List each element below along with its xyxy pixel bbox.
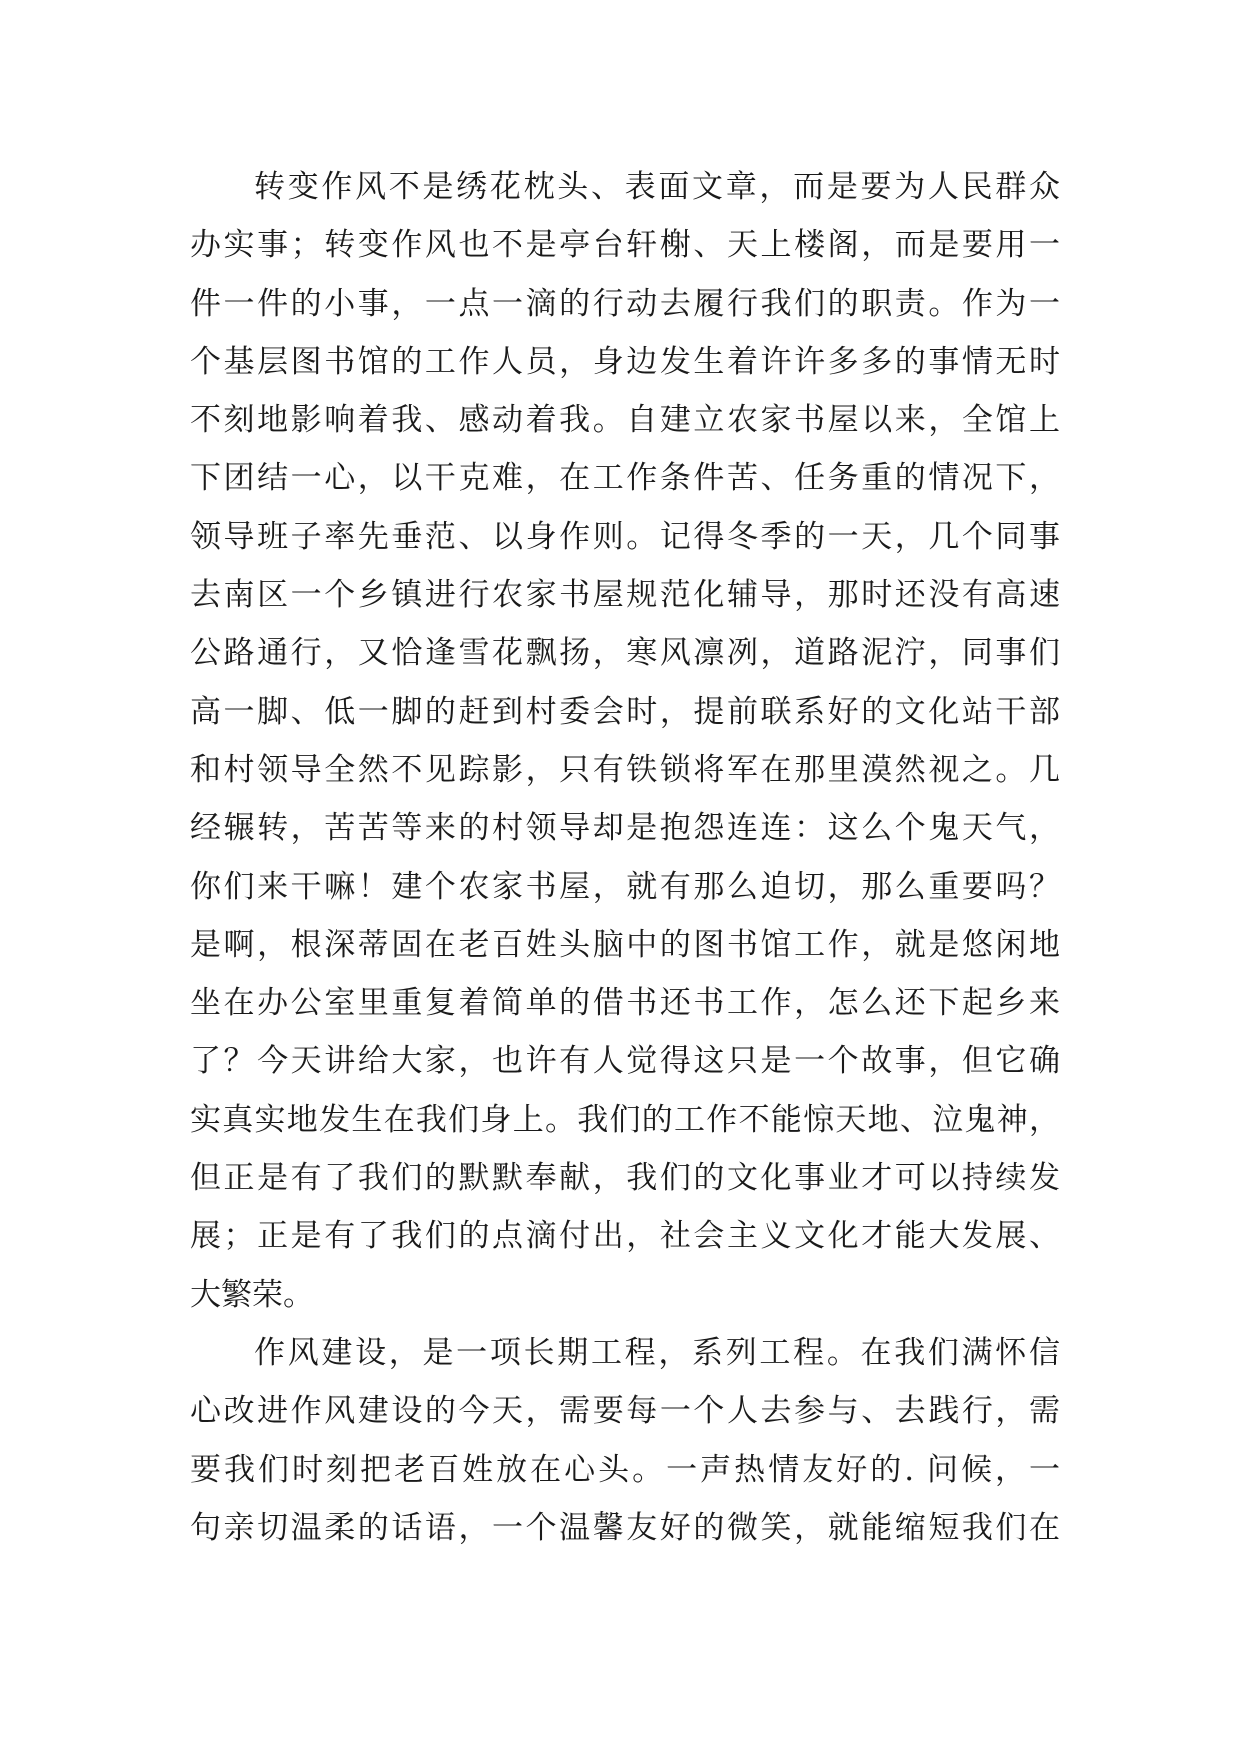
text-line: 领导班子率先垂范、以身作则。记得冬季的一天，几个同事 xyxy=(190,518,1060,555)
paragraph-2 xyxy=(190,1324,1060,1557)
text-line: 经辗转，苦苦等来的村领导却是抱怨连连：这么个鬼天气， xyxy=(190,810,1060,847)
text-line: 作风建设，是一项长期工程，系列工程。在我们满怀信 xyxy=(254,1334,1060,1371)
text-line: 你们来干嘛！建个农家书屋，就有那么迫切，那么重要吗？ xyxy=(190,868,1060,905)
body-text xyxy=(190,158,1060,1557)
text-line: 展；正是有了我们的点滴付出，社会主义文化才能大发展、 xyxy=(190,1218,1060,1255)
text-line: 个基层图书馆的工作人员，身边发生着许许多多的事情无时 xyxy=(190,343,1060,380)
text-line: 不刻地影响着我、感动着我。自建立农家书屋以来，全馆上 xyxy=(190,402,1060,439)
text-line: 公路通行，又恰逢雪花飘扬，寒风凛冽，道路泥泞，同事们 xyxy=(190,635,1060,672)
text-line: 高一脚、低一脚的赶到村委会时，提前联系好的文化站干部 xyxy=(190,693,1060,730)
text-line: 实真实地发生在我们身上。我们的工作不能惊天地、泣鬼神， xyxy=(190,1101,1060,1138)
paragraph-1 xyxy=(190,158,1060,1324)
text-line: 是啊，根深蒂固在老百姓头脑中的图书馆工作，就是悠闲地 xyxy=(190,926,1060,963)
text-line: 心改进作风建设的今天，需要每一个人去参与、去践行，需 xyxy=(190,1393,1060,1430)
text-line: 坐在办公室里重复着简单的借书还书工作，怎么还下起乡来 xyxy=(190,985,1060,1022)
text-line: 转变作风不是绣花枕头、表面文章，而是要为人民群众 xyxy=(254,169,1060,205)
text-line: 下团结一心，以干克难，在工作条件苦、任务重的情况下， xyxy=(190,460,1060,497)
text-line: 大繁荣。 xyxy=(190,1276,314,1313)
text-line: 但正是有了我们的默默奉献，我们的文化事业才可以持续发 xyxy=(190,1160,1060,1197)
text-line: 和村领导全然不见踪影，只有铁锁将军在那里漠然视之。几 xyxy=(190,751,1060,788)
text-line: 件一件的小事，一点一滴的行动去履行我们的职责。作为一 xyxy=(190,285,1060,322)
text-line: 去南区一个乡镇进行农家书屋规范化辅导，那时还没有高速 xyxy=(190,577,1060,614)
text-line: 办实事；转变作风也不是亭台轩榭、天上楼阁，而是要用一 xyxy=(190,227,1060,264)
text-line: 要我们时刻把老百姓放在心头。一声热情友好的. 问候，一 xyxy=(190,1451,1060,1488)
text-line: 句亲切温柔的话语，一个温馨友好的微笑，就能缩短我们在 xyxy=(190,1509,1060,1546)
text-line: 了？今天讲给大家，也许有人觉得这只是一个故事，但它确 xyxy=(190,1043,1060,1080)
